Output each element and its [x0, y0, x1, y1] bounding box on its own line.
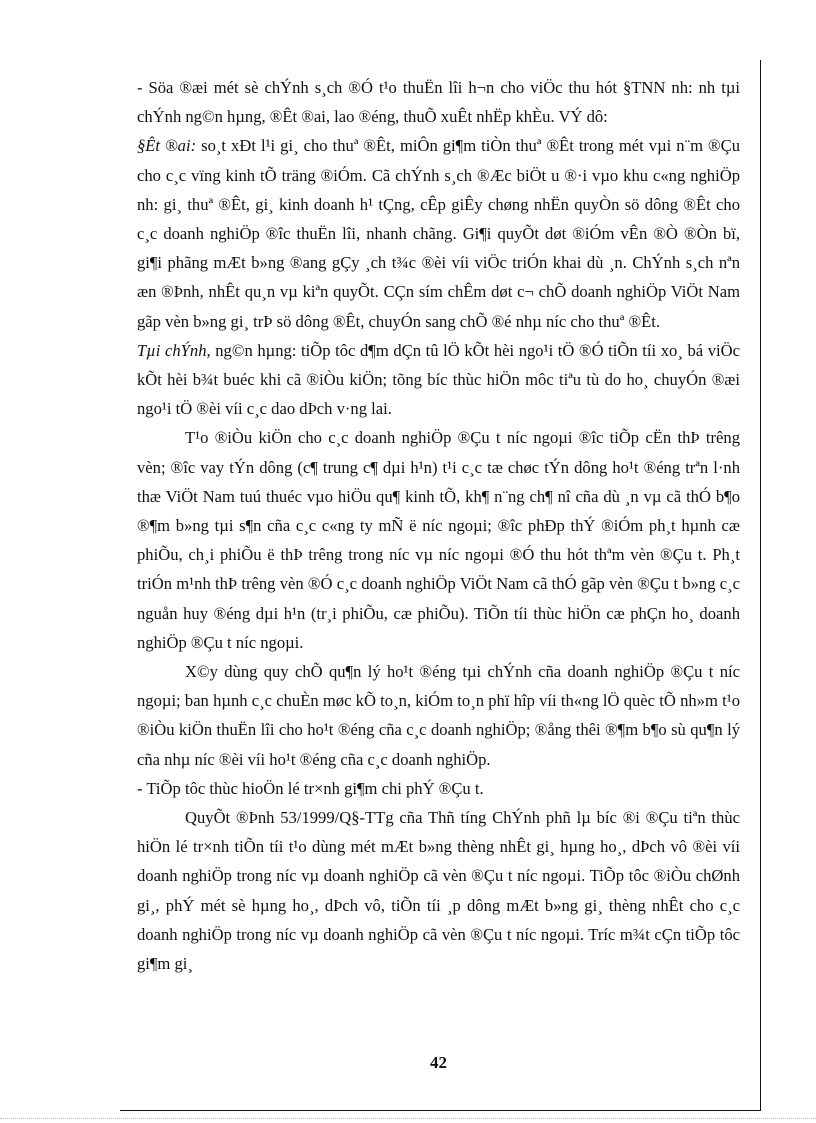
paragraph-1	[137, 73, 740, 131]
body-text	[137, 73, 740, 978]
paragraph-text: QuyÕt ®Þnh 53/1999/Q§-TTg cña Thñ tíng ChÝnh phñ lµ bíc ®i ®Çu tiªn thùc hiÖn lé tr×nh tiÕn tíi t¹o dùng mét mÆt b»ng thèng nhÊt gi¸ hµng ho¸, dÞch vô ®èi víi doanh nghiÖp trong níc vµ doanh nghiÖp cã vèn ®Çu t níc ngoµi. TiÕp tôc ®iÒu chØnh gi¸, phÝ mét sè hµng ho¸, dÞch vô, tiÕn tíi ¸p dông mÆt b»ng gi¸ thèng nhÊt cho c¸c doanh nghiÖp trong níc vµ doanh nghiÖp cã vèn ®Çu t níc ngoµi. Tríc m¾t cÇn tiÕp tôc gi¶m gi¸	[137, 808, 740, 974]
page-number: 42	[430, 1053, 447, 1072]
paragraph-text: T¹o ®iÒu kiÖn cho c¸c doanh nghiÖp ®Çu t níc ngoµi ®îc tiÕp cËn thÞ trêng vèn; ®îc vay tÝn dông (c¶ trung c¶ dµi h¹n) t¹i c¸c tæ chøc tÝn dông ho¹t ®éng trªn l·nh thæ ViÖt Nam tuú thuéc vµo hiÖu qu¶ kinh tÕ, kh¶ n¨ng ch¶ nî cña dù ¸n vµ cã thÓ b¶o ®¶m b»ng tµi s¶n cña c¸c c«ng ty mÑ ë níc ngoµi; ®îc phÐp thÝ ®iÓm ph¸t hµnh cæ phiÕu, ch¸i phiÕu ë thÞ trêng trong níc vµ níc ngoµi ®Ó thu hót thªm vèn ®Çu t. Ph¸t triÓn m¹nh thÞ trêng vèn ®Ó c¸c doanh nghiÖp ViÖt Nam cã thÓ gãp vèn ®Çu t b»ng c¸c nguån huy ®éng dµi h¹n (tr¸i phiÕu, cæ phiÕu). TiÕn tíi thùc hiÖn cæ phÇn ho¸ doanh nghiÖp ®Çu t níc ngoµi.	[137, 428, 740, 652]
paragraph-7	[137, 803, 740, 978]
paragraph-text: so¸t xÐt l¹i gi¸ cho thuª ®Êt, miÔn gi¶m tiÒn thuª ®Êt trong mét vµi n¨m ®Çu cho c¸c vïng kinh tÕ träng ®iÓm. Cã chÝnh s¸ch ®Æc biÖt u ®·i vµo khu c«ng nghiÖp nh: gi¸ thuª ®Êt, gi¸ kinh doanh h¹ tÇng, cÊp giÊy chøng nhËn quyÒn sö dông ®Êt cho c¸c doanh nghiÖp ®îc thuËn lîi, nhanh chãng. Gi¶i quyÕt døt ®iÓm vÊn ®Ò ®Òn bï, gi¶i phãng mÆt b»ng ®ang gÇy ¸ch t¾c ®èi víi viÖc triÓn khai dù ¸n. ChÝnh s¸ch nªn æn ®Þnh, nhÊt qu¸n vµ kiªn quyÕt. CÇn sím chÊm døt c¬ chÕ doanh nghiÖp ViÖt Nam gãp vèn b»ng gi¸ trÞ sö dông ®Êt, chuyÓn sang chÕ ®é nhµ níc cho thuª ®Êt.	[137, 136, 740, 331]
paragraph-6	[137, 774, 740, 803]
paragraph-text: X©y dùng quy chÕ qu¶n lý ho¹t ®éng tµi chÝnh cña doanh nghiÖp ®Çu t níc ngoµi; ban hµnh c¸c chuÈn møc kÕ to¸n, kiÓm to¸n phï hîp víi th«ng lÖ quèc tÕ nh»m t¹o ®iÒu kiÖn thuËn lîi cho ho¹t ®éng cña c¸c doanh nghiÖp; ®ång thêi ®¶m b¶o sù qu¶n lý cña nhµ níc ®èi víi ho¹t ®éng cña c¸c doanh nghiÖp.	[137, 662, 740, 769]
paragraph-lead: Tµi chÝnh,	[137, 340, 211, 360]
paragraph-lead: §Êt ®ai:	[137, 136, 197, 156]
paragraph-text: - Söa ®æi mét sè chÝnh s¸ch ®Ó t¹o thuËn lîi h¬n cho viÖc thu hót §TNN nh: nh tµi chÝnh ng©n hµng, ®Êt ®ai, lao ®éng, thuÕ xuÊt nhËp khÈu. VÝ dô:	[137, 78, 740, 127]
paragraph-text: ng©n hµng: tiÕp tôc d¶m dÇn tû lÖ kÕt hèi ngo¹i tÖ ®Ó tiÕn tíi xo¸ bá viÖc kÕt hèi b¾t buéc khi cã ®iÒu kiÖn; tõng bíc thùc hiÖn môc tiªu tù do ho¸ chuyÓn ®æi ngo¹i tÖ ®èi víi c¸c dao dÞch v·ng lai.	[137, 340, 740, 419]
paragraph-text: - TiÕp tôc thùc hioÖn lé tr×nh gi¶m chi phÝ ®Çu t.	[137, 778, 484, 798]
paragraph-5	[137, 657, 740, 774]
bottom-dotted-rule	[0, 1118, 816, 1120]
paragraph-3	[137, 336, 740, 424]
paragraph-4	[137, 423, 740, 657]
paragraph-2	[137, 131, 740, 335]
